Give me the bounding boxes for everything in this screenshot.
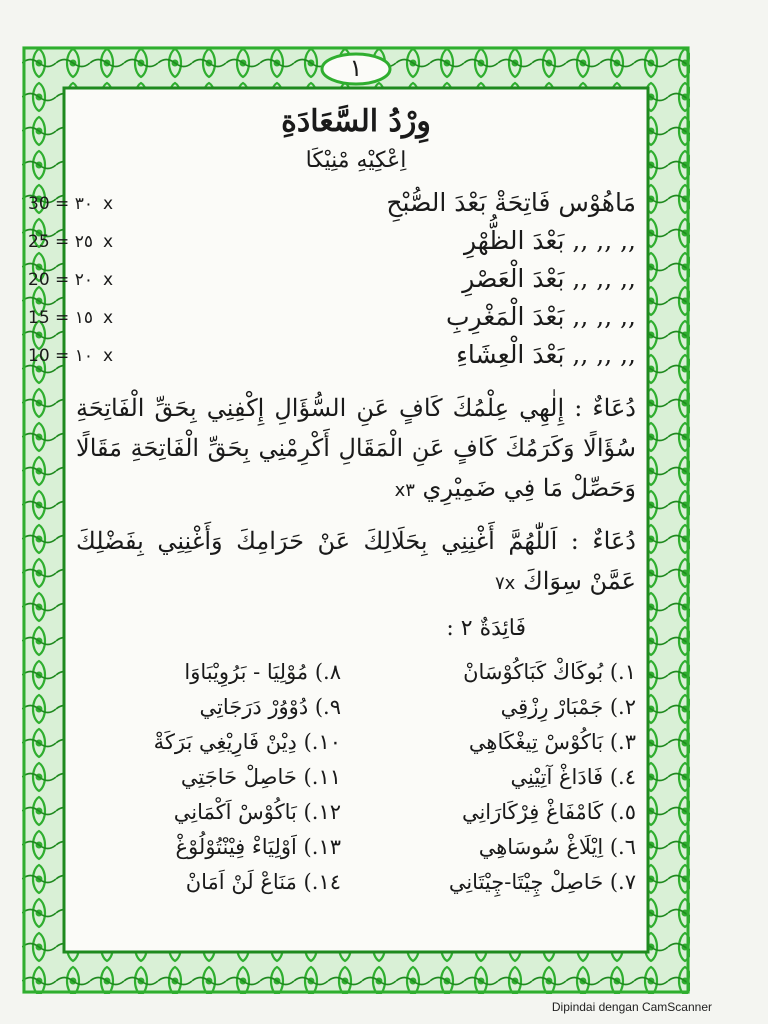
list-item: ٩.) دُوْوُرْ دَرَجَاتِي	[199, 695, 341, 719]
list-item: ١.) بُوكَاكْ كَبَاكُوْسَانْ	[463, 660, 636, 684]
list-item: ٦.) اِيْلَاغْ سُوسَاهِي	[478, 835, 636, 859]
list-item: ١٠.) دِيْنْ فَارِيْغِي بَرَكَةْ	[153, 730, 341, 754]
book-page	[22, 46, 690, 994]
page-number: ١	[349, 54, 363, 82]
list-item: ١٣.) اَوْلِيَاءْ فِيْنْتُوْلُوْغْ	[175, 835, 341, 859]
schedule-row	[28, 188, 636, 226]
benefits-column-right	[371, 660, 636, 905]
prayer-2	[76, 521, 636, 604]
list-item: ١١.) حَاصِلْ حَاجَتِي	[180, 765, 341, 789]
recitation-schedule	[28, 188, 636, 378]
prayer-1-text: دُعَاءٌ : إِلٰهِي عِلْمُكَ كَافٍ عَنِ السُّؤَالِ إِكْفِنِي بِحَقِّ الْفَاتِحَةِ سُؤَالًا وَكَرَمُكَ كَافٍ عَنِ الْمَقَالِ أَكْرِمْنِي بِحَقِّ الْفَاتِحَةِ مَقَالًا وَحَصِّلْ مَا فِي ضَمِيْرِي	[76, 394, 636, 502]
schedule-text: ,, ,, ,, بَعْدَ الْمَغْرِبِ	[445, 302, 636, 331]
prayer-1	[76, 388, 636, 511]
list-item: ٧.) حَاصِلْ چِيْتَا-چِيْتَانِي	[448, 870, 636, 894]
schedule-count: 10 = ١٠ x	[28, 346, 114, 366]
list-item: ٤.) فَادَاغْ آتِيْنِي	[510, 765, 636, 789]
list-item: ٢.) جَمْبَارْ رِزْقِي	[500, 695, 636, 719]
list-item: ١٤.) مَنَاعْ لَنْ اَمَانْ	[185, 870, 341, 894]
schedule-text: ,, ,, ,, بَعْدَ الظُّهْرِ	[464, 226, 636, 255]
list-item: ١٢.) بَاكُوْسْ اَكْمَانِي	[173, 800, 341, 824]
benefits-heading: فَائِدَةٌ ٢ :	[446, 616, 526, 641]
page-title: وِرْدُ السَّعَادَةِ	[281, 104, 431, 139]
schedule-text: ,, ,, ,, بَعْدَ الْعَصْرِ	[462, 264, 636, 293]
prayer-2-text: دُعَاءٌ : اَللّٰهُمَّ أَغْنِنِي بِحَلَالِكَ عَنْ حَرَامِكَ وَأَغْنِنِي بِفَضْلِكَ عَمَّنْ سِوَاكَ	[76, 527, 636, 595]
schedule-row	[28, 226, 636, 264]
list-item: ٣.) بَاكُوْسْ تِيغْكَاهِي	[468, 730, 636, 754]
schedule-count: 30 = ٣٠ x	[28, 194, 114, 214]
page-subtitle: اِعْكِيْهِ مْنِيْكَا	[305, 148, 407, 173]
benefits-column-left	[76, 660, 341, 905]
page-content	[28, 98, 636, 938]
list-item: ٨.) مُوْلِيَا - بَرُوِيْبَاوَا	[184, 660, 341, 684]
schedule-row	[28, 264, 636, 302]
list-item: ٥.) كَامْفَاغْ فِرْكَارَانِي	[461, 800, 636, 824]
schedule-count: 25 = ٢٥ x	[28, 232, 114, 252]
schedule-row	[28, 340, 636, 378]
schedule-text: مَاهُوْس فَاتِحَةْ بَعْدَ الصُّبْحِ	[386, 188, 636, 217]
prayer-2-repeat: ٧x	[494, 573, 516, 594]
schedule-count: 20 = ٢٠ x	[28, 270, 114, 290]
page-number-cartouche	[320, 52, 392, 86]
benefits-list	[76, 660, 636, 920]
schedule-count: 15 = ١٥ x	[28, 308, 114, 328]
scanner-watermark: Dipindai dengan CamScanner	[551, 1000, 712, 1014]
schedule-row	[28, 302, 636, 340]
schedule-text: ,, ,, ,, بَعْدَ الْعِشَاءِ	[456, 340, 636, 369]
prayer-1-repeat: x٣	[394, 480, 415, 501]
